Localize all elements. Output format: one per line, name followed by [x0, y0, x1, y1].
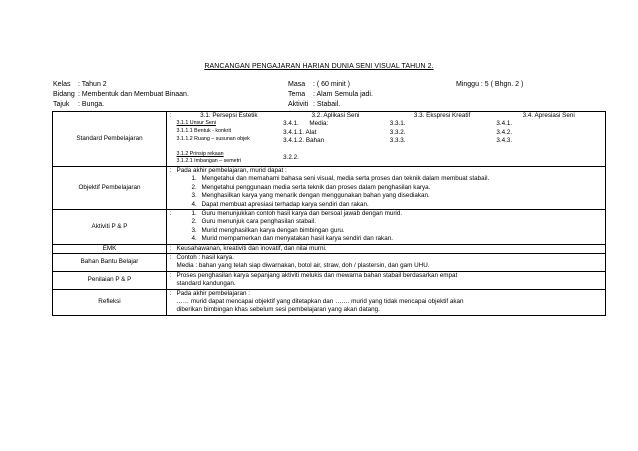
sp-line: 3.1.1 Unsur Seni [176, 120, 216, 127]
meta-value: : Membentuk dan Membuat Binaan. [78, 91, 189, 98]
bbb-content [175, 254, 606, 272]
objektif-content [175, 166, 606, 209]
list-item: 2. Guru menunjuk cara penghasilan stabail. [199, 218, 604, 226]
table-row [53, 254, 606, 272]
aspek-heading: 3.4. Apresiasi Seni [522, 112, 575, 119]
bbb-line: Media : bahan yang telah siap diwarnakan, botol air, straw, doh / plastersin, dan gam UHU. [176, 262, 430, 270]
table-row [53, 244, 606, 253]
list-item: 1. Mengetahui dan memahami bahasa seni visual, media serta proses dan teknik dalam membuat stabail. [199, 175, 604, 183]
aspek-aplikasi [283, 112, 390, 166]
sp-line: 3.4.3. [496, 137, 513, 145]
aspek-heading: 3.3. Ekspresi Kreatif [413, 112, 471, 119]
colon: : [167, 254, 175, 272]
colon: : [167, 166, 175, 209]
refleksi-line: Pada akhir pembelajaran : [176, 289, 251, 297]
list-item: 3. Murid menghasilkan karya dengan bimbingan guru. [199, 227, 604, 235]
emk-content: Keusahawanan, kreativiti dan inovatif, dan nilai murni. [175, 244, 606, 253]
list-item: 3. Menghasilkan karya yang menarik dengan menggunakan bahan yang disediakan. [199, 192, 604, 200]
row-label-objektif: Objektif Pembelajaran [53, 166, 167, 209]
list-item: 2. Mengetahui penggunaan media serta teknik dan proses dalam penghasilan karya. [199, 184, 604, 192]
row-label-standard: Standard Pembelajaran [53, 112, 167, 167]
refleksi-line: …… murid dapat mencapai objektif yang ditetapkan dan ……. murid yang tidak mencapai objektif akan [176, 298, 464, 306]
penilaian-line: Proses penghasilan karya sepanjang aktiviti melukis dan mewarna bahan stabail berdasarkan empat [176, 271, 458, 279]
meta-key: Tema [288, 91, 306, 98]
meta-key: Bidang [53, 91, 75, 98]
sp-line: 3.1.2.1 Imbangan – semetri [176, 158, 241, 165]
refleksi-line: diberikan bimbingan khas sebelum sesi pembelajaran yang akan datang. [176, 306, 380, 314]
aspek-ekspresi [390, 112, 497, 166]
standard-content [175, 112, 606, 167]
list-item: 4. Dapat membuat apresiasi terhadap karya sendiri dan rakan. [199, 201, 604, 209]
aspek-persepsi [177, 112, 284, 166]
sp-line: 3.3.2. [389, 128, 406, 136]
list-item: 1. Guru menunjukkan contoh hasil karya dan bersoal jawab dengan murid. [199, 210, 604, 218]
sp-line: 3.4.2. [496, 128, 513, 136]
colon: : [167, 210, 175, 245]
bbb-line: Contoh : hasil karya. [176, 254, 234, 262]
colon: : [167, 112, 175, 167]
document-title: RANCANGAN PENGAJARAN HARIAN DUNIA SENI VISUAL TAHUN 2. [204, 63, 434, 70]
sp-line: 3.1.2 Prinsip rekaan [176, 150, 224, 157]
penilaian-line: standard kandungan. [176, 280, 236, 288]
row-label-bbb: Bahan Bantu Belajar [53, 254, 167, 272]
meta-value: : Tahun 2 [78, 81, 107, 88]
sp-line: 3.2.2. [283, 154, 299, 162]
sp-line: 3.4.1.2. Bahan [283, 137, 325, 145]
sp-line: 3.3.3. [389, 137, 406, 145]
penilaian-content [175, 271, 606, 289]
aspek-heading: 3.1. Persepsi Estetik [200, 112, 258, 119]
meta-value: : ( 60 minit ) [313, 81, 350, 88]
meta-key: Aktiviti [288, 101, 309, 108]
row-label-refleksi: Refleksi [53, 289, 167, 315]
table-row [53, 210, 606, 245]
meta-week: Minggu : 5 ( Bhgn. 2 ) [456, 81, 524, 88]
sp-line: 3.1.1.1 Bentuk - konkrit [176, 128, 231, 134]
sp-line: 3.4.1.1. Alat [283, 128, 317, 136]
lesson-plan-table [52, 111, 606, 316]
meta-value: : Alam Semula jadi. [313, 91, 373, 98]
meta-mid [288, 80, 373, 110]
row-label-aktiviti: Aktiviti P & P [53, 210, 167, 245]
sp-line: 3.4.1. [496, 120, 513, 128]
table-row [53, 112, 606, 167]
table-row [53, 166, 606, 209]
colon: : [167, 289, 175, 315]
aspek-heading: 3.2. Aplikasi Seni [311, 112, 360, 119]
table-row [53, 271, 606, 289]
aspek-apresiasi [496, 112, 603, 166]
sp-line: 3.4.1. Media: [283, 120, 329, 128]
list-item: 4. Murid mempamerkan dan menyatakan hasil karya sendiri dan rakan. [199, 235, 604, 243]
meta-value: : Stabail. [313, 101, 341, 108]
meta-value: : Bunga. [78, 101, 105, 108]
sp-line: 3.1.1.2 Ruang – susunan objek [176, 135, 250, 142]
row-label-penilaian: Penilaian P & P [53, 271, 167, 289]
refleksi-content [175, 289, 606, 315]
objektif-intro: Pada akhir pembelajaran, murid dapat : [176, 166, 287, 174]
row-label-emk: EMK [53, 244, 167, 253]
table-row [53, 289, 606, 315]
colon: : [167, 271, 175, 289]
aktiviti-content [175, 210, 606, 245]
meta-key: Kelas [53, 81, 71, 88]
meta-key: Tajuk [53, 101, 70, 108]
meta-key: Masa [288, 81, 306, 88]
meta-left [53, 80, 189, 110]
colon: : [167, 244, 175, 253]
sp-line: 3.3.1. [389, 120, 406, 128]
